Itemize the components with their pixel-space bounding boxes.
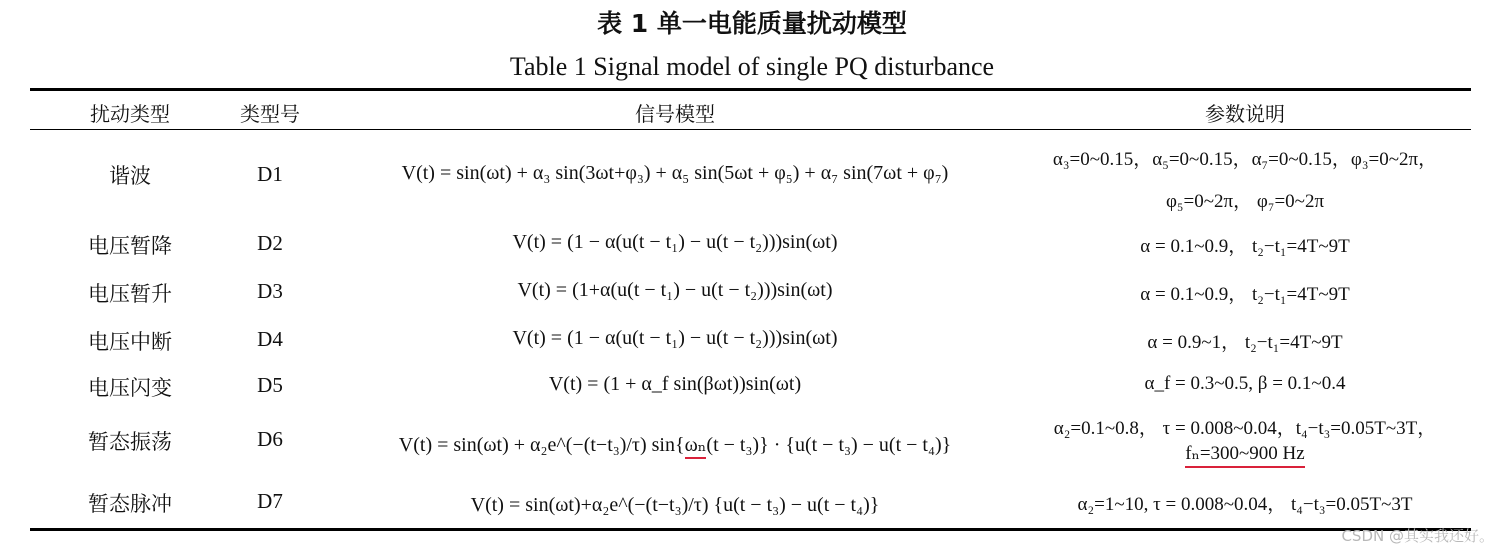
row-d1-id: D1	[257, 162, 283, 186]
header-type-id: 类型号	[240, 102, 300, 126]
row-d6-model-pre: V(t) = sin(ωt) + α₂e^(−(t−t₃)/τ) sin{	[398, 434, 685, 456]
row-d1-model: V(t) = sin(ωt) + α₃ sin(3ωt+φ₃) + α₅ sin(5ωt + φ₅) + α₇ sin(7ωt + φ₇)	[401, 162, 949, 184]
row-d4-type: 电压中断	[88, 330, 172, 354]
row-d2-id: D2	[257, 231, 283, 255]
row-d6-model-highlight: ωₙ	[685, 432, 707, 459]
row-d3-model: V(t) = (1+α(u(t − t₁) − u(t − t₂)))sin(ωt)	[517, 279, 833, 301]
top-rule	[30, 88, 1471, 91]
row-d1-param: α₃=0~0.15，α₅=0~0.15，α₇=0~0.15，φ₃=0~2π，	[1052, 149, 1438, 170]
row-d5-param: α_f = 0.3~0.5, β = 0.1~0.4	[1144, 373, 1346, 394]
watermark: CSDN @其实我还好。	[1341, 527, 1494, 545]
row-d7-id: D7	[257, 489, 283, 513]
header-rule	[30, 129, 1471, 130]
row-d5-model: V(t) = (1 + α_f sin(βωt))sin(ωt)	[548, 373, 802, 395]
row-d2-model: V(t) = (1 − α(u(t − t₁) − u(t − t₂)))sin(ωt)	[512, 231, 838, 253]
row-d3-type: 电压暂升	[88, 282, 172, 306]
row-d3-id: D3	[257, 279, 283, 303]
row-d2-type: 电压暂降	[88, 234, 172, 258]
row-d6-param: α₂=0.1~0.8， τ = 0.008~0.04，t₄−t₃=0.05T~3T，	[1053, 418, 1437, 439]
table-title-cn: 表 1 单一电能质量扰动模型	[597, 9, 907, 38]
row-d6-param-highlight: fₙ=300~900 Hz	[1185, 442, 1304, 468]
row-d4-id: D4	[257, 327, 283, 351]
row-d6-model	[330, 432, 1020, 459]
row-d4-param: α = 0.9~1， t₂−t₁=4T~9T	[1147, 332, 1343, 353]
row-d6-type: 暂态振荡	[88, 430, 172, 454]
header-signal-model: 信号模型	[635, 102, 715, 126]
row-d5-id: D5	[257, 373, 283, 397]
row-d6-model-post: (t − t₃)} · {u(t − t₃) − u(t − t₄)}	[706, 434, 952, 456]
row-d5-type: 电压闪变	[88, 376, 172, 400]
header-parameters: 参数说明	[1205, 102, 1285, 126]
row-d6-param-line2	[1025, 442, 1465, 468]
row-d7-model: V(t) = sin(ωt)+α₂e^(−(t−t₃)/τ) {u(t − t₃) − u(t − t₄)}	[470, 494, 880, 516]
row-d7-type: 暂态脉冲	[88, 492, 172, 516]
table-title-en: Table 1 Signal model of single PQ disturbance	[509, 52, 995, 81]
row-d1-param-line2: φ₅=0~2π， φ₇=0~2π	[1165, 191, 1325, 212]
row-d7-param: α₂=1~10, τ = 0.008~0.04， t₄−t₃=0.05T~3T	[1077, 494, 1413, 515]
row-d4-model: V(t) = (1 − α(u(t − t₁) − u(t − t₂)))sin(ωt)	[512, 327, 838, 349]
row-d1-type: 谐波	[109, 164, 151, 188]
header-disturbance-type: 扰动类型	[90, 102, 170, 126]
bottom-rule	[30, 528, 1471, 531]
row-d3-param: α = 0.1~0.9， t₂−t₁=4T~9T	[1140, 284, 1350, 305]
row-d2-param: α = 0.1~0.9， t₂−t₁=4T~9T	[1140, 236, 1350, 257]
row-d6-id: D6	[257, 427, 283, 451]
